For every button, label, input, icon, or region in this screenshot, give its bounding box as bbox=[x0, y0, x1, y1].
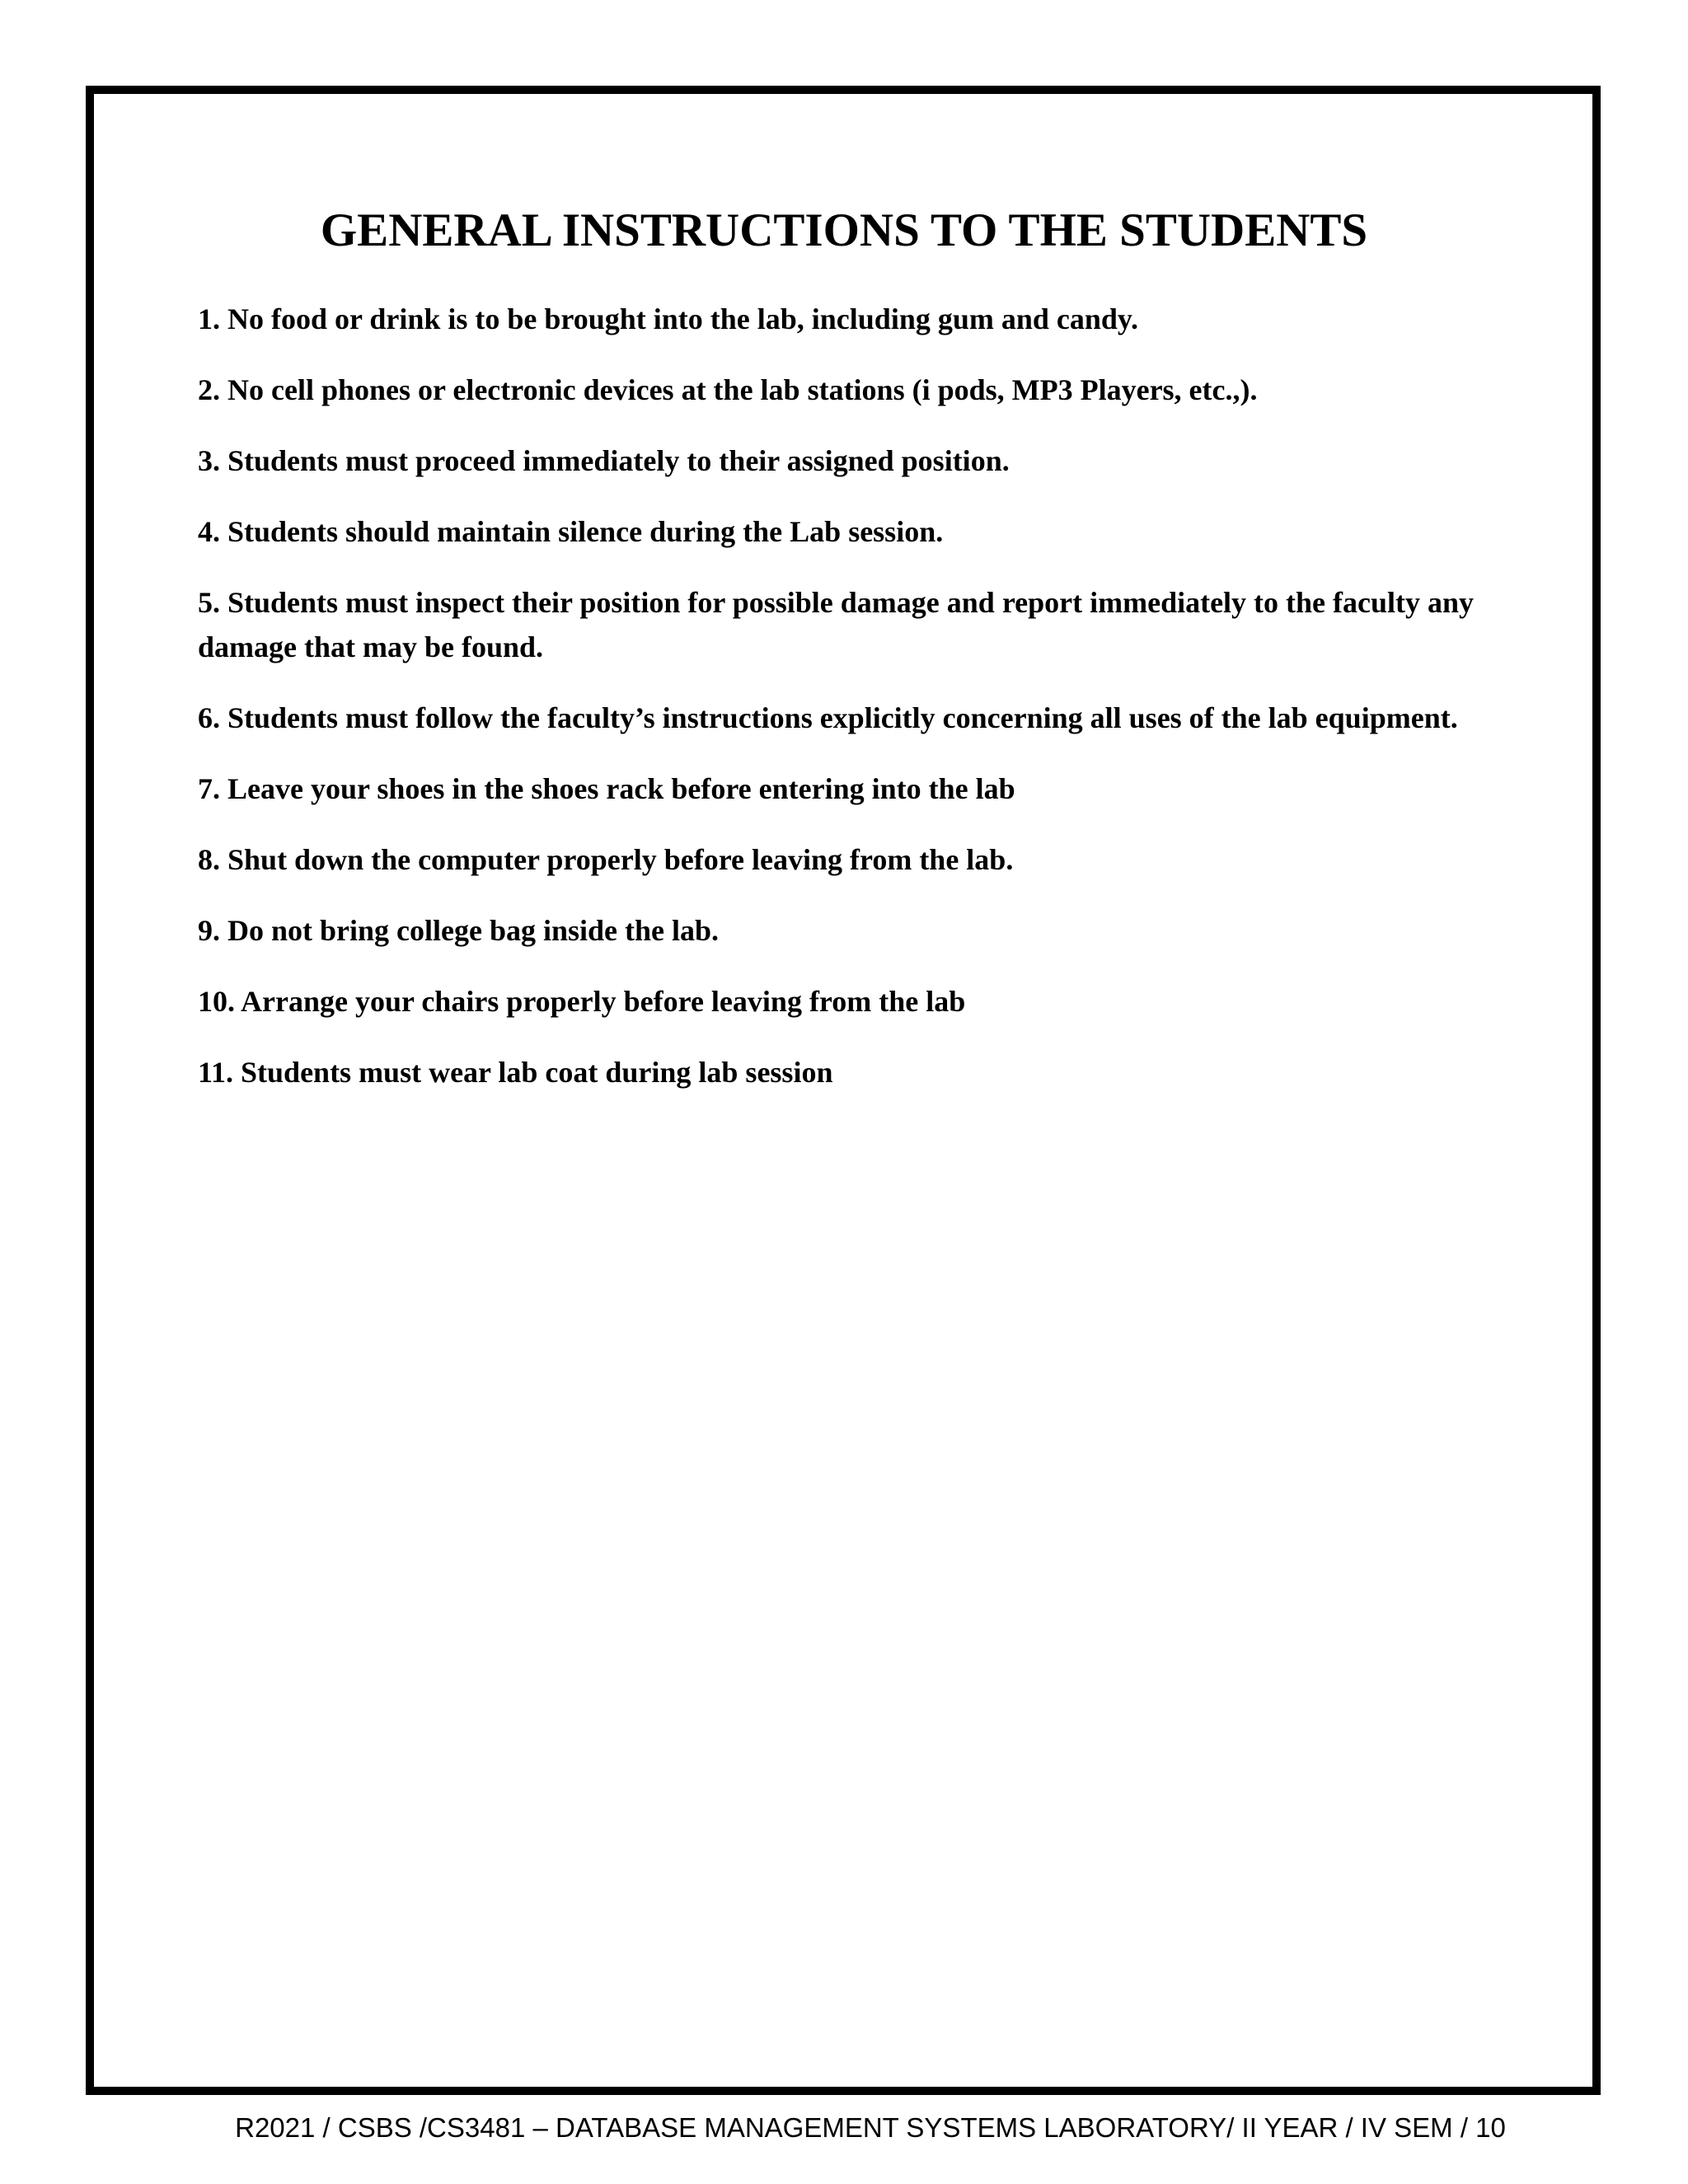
instruction-item-10: 10. Arrange your chairs properly before leaving from the lab bbox=[198, 985, 966, 1018]
instruction-item-4: 4. Students should maintain silence during the Lab session. bbox=[198, 515, 944, 548]
instruction-item-8: 8. Shut down the computer properly before leaving from the lab. bbox=[198, 843, 1014, 876]
instruction-item-5: 5. Students must inspect their position for possible damage and report immediately to the faculty any damage that may be found. bbox=[198, 586, 1475, 663]
instruction-item-1: 1. No food or drink is to be brought into the lab, including gum and candy. bbox=[198, 302, 1138, 335]
instruction-item-2: 2. No cell phones or electronic devices at the lab stations (i pods, MP3 Players, etc.,). bbox=[198, 373, 1258, 406]
instruction-item-7: 7. Leave your shoes in the shoes rack before entering into the lab bbox=[198, 772, 1015, 805]
page-title: GENERAL INSTRUCTIONS TO THE STUDENTS bbox=[320, 204, 1368, 256]
instruction-item-3: 3. Students must proceed immediately to their assigned position. bbox=[198, 444, 1010, 477]
instruction-item-11: 11. Students must wear lab coat during lab session bbox=[198, 1056, 833, 1089]
instruction-list bbox=[198, 297, 1484, 1121]
instruction-item-6: 6. Students must follow the faculty’s instructions explicitly concerning all uses of the lab equipment. bbox=[198, 701, 1458, 734]
instruction-item-9: 9. Do not bring college bag inside the lab. bbox=[198, 914, 720, 947]
page-footer: R2021 / CSBS /CS3481 – DATABASE MANAGEMENT SYSTEMS LABORATORY/ II YEAR / IV SEM / 10 bbox=[235, 2112, 1506, 2143]
